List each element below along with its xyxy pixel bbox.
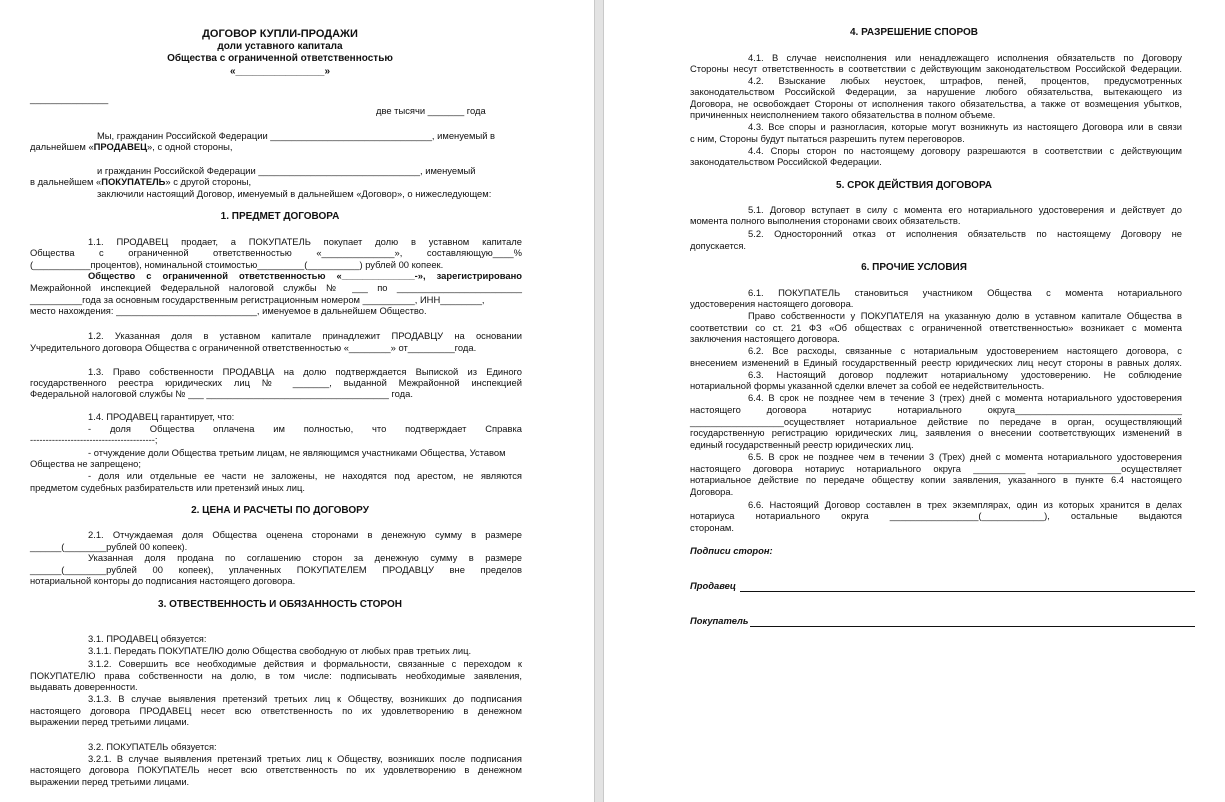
clause-6-4-line4: государственную регистрацию юридических лиц, заявления о внесении соответствующих изменений в (690, 427, 1182, 438)
clause-6-6-line1: 6.6. Настоящий Договор составлен в трех экземплярах, один из которых хранится в делах (748, 499, 1182, 510)
clause-1-4-line6: - доля или отдельные ее части не заложены, не находятся под арестом, не являются (88, 470, 522, 481)
buyer-signature-label: Покупатель (690, 615, 749, 626)
clause-6-3-line2: нотариальной формы указанной сделки влечет за собой ее недействительность. (690, 380, 1045, 391)
section-2-title: 2. ЦЕНА И РАСЧЕТЫ ПО ДОГОВОРУ (191, 505, 369, 516)
clause-1-4-line4: - отчуждение доли Общества третьим лицам, не являющимся участниками Общества, Уставом (88, 447, 506, 458)
clause-6-1-line3: Право собственности у ПОКУПАТЕЛЯ на указанную долю в уставном капитале Общества в (748, 310, 1182, 321)
clause-1-2-line2: Учредительного договора Общества с ограниченной ответственностью «________» от_________года. (30, 342, 477, 353)
clause-3-2-1-line1: 3.2.1. В случае выявления претензий третьих лиц к Обществу, возникших после подписания (88, 753, 522, 764)
clause-3-1-2-line2: ПОКУПАТЕЛЮ права собственности на долю, в том числе: подписывать необходимые заявления, (30, 670, 522, 681)
clause-6-1-line1: 6.1. ПОКУПАТЕЛЬ становиться участником Общества с момента нотариального (748, 287, 1182, 298)
section-1-title: 1. ПРЕДМЕТ ДОГОВОРА (220, 211, 340, 222)
clause-1-2-line1: 1.2. Указанная доля в уставном капитале принадлежит ПРОДАВЦУ на основании (88, 330, 522, 341)
clause-6-2-line1: 6.2. Все расходы, связанные с нотариальным удостоверением настоящего договора, с (748, 345, 1182, 356)
clause-5-1-line1: 5.1. Договор вступает в силу с момента его нотариального удостоверения и действует до (748, 204, 1182, 215)
clause-1-4-line3: ----------------------------------------; (30, 434, 158, 445)
seller-signature-line (740, 591, 1195, 592)
page-gap (594, 0, 604, 802)
section-4-title: 4. РАЗРЕШЕНИЕ СПОРОВ (849, 27, 979, 38)
intro-buyer-role: в дальнейшем «ПОКУПАТЕЛЬ» с другой стороны, (30, 176, 252, 187)
intro-buyer-line: и гражданин Российской Федерации _______________________________, именуемый (97, 165, 476, 176)
clause-1-1-line1: 1.1. ПРОДАВЕЦ продает, а ПОКУПАТЕЛЬ покупает долю в уставном капитале (88, 236, 522, 247)
seller-signature-label: Продавец (690, 580, 736, 591)
clause-3-1: 3.1. ПРОДАВЕЦ обязуется: (88, 633, 207, 644)
clause-3-1-3-line2: настоящего договора ПРОДАВЕЦ несет всю ответственность по их удовлетворению в денежном (30, 705, 522, 716)
clause-4-2-line1: 4.2. Взыскание любых неустоек, штрафов, пеней, процентов, предусмотренных (748, 75, 1182, 86)
city-blank: _______________ (30, 93, 109, 104)
clause-1-1-line4: Общество с ограниченной ответственностью «______________-», зарегистрировано (88, 270, 522, 281)
contract-subtitle: доли уставного капитала (217, 41, 343, 52)
clause-3-1-3-line3: выражении перед третьими лицами. (30, 716, 190, 727)
clause-6-4-line5: единый государственный реестр юридических лиц. (690, 439, 914, 450)
contract-title: ДОГОВОР КУПЛИ-ПРОДАЖИ (202, 28, 358, 40)
clause-1-1-line5: Межрайонной инспекцией Федеральной налоговой службы № ___ по ________________________ (30, 282, 522, 293)
clause-6-1-line2: удостоверения настоящего договора. (690, 298, 854, 309)
clause-6-5-line2: настоящего договора нотариус нотариального округа __________ ________________осуществляет (690, 463, 1182, 474)
clause-5-2-line2: допускается. (690, 240, 747, 251)
section-5-title: 5. СРОК ДЕЙСТВИЯ ДОГОВОРА (836, 180, 992, 191)
clause-4-2-line4: причиненных неисполнением такого обязательства в полном объеме. (690, 109, 996, 120)
intro-seller-role: дальнейшем «ПРОДАВЕЦ», с одной стороны, (30, 141, 233, 152)
clause-5-1-line2: момента полного выполнения сторонами своих обязательств. (690, 215, 961, 226)
contract-company-name: «________________» (229, 66, 331, 77)
clause-3-1-1: 3.1.1. Передать ПОКУПАТЕЛЮ долю Общества свободную от любых прав третьих лиц. (88, 645, 472, 656)
clause-1-1-line2: Общества с ограниченной ответственностью «______________», составляющую____% (30, 247, 522, 258)
clause-6-4-line1: 6.4. В срок не позднее чем в течение 3 (трех) дней с момента нотариального удостоверения (748, 392, 1182, 403)
clause-4-4-line2: законодательством Российской Федерации. (690, 156, 882, 167)
clause-1-1-line3: (___________процентов), номинальной стоимостью_________(__________) рублей 00 копеек. (30, 259, 444, 270)
clause-2-1-line2: ______(________рублей 00 копеек). (30, 541, 188, 552)
clause-6-5-line4: Договора. (690, 486, 734, 497)
clause-4-3-line1: 4.3. Все споры и разногласия, которые могут возникнуть из настоящего Договора или в связи (748, 121, 1182, 132)
clause-1-4-line7: предметом судебных разбирательств или претензий иных лиц. (30, 482, 305, 493)
clause-4-3-line2: с ним, Стороны будут пытаться разрешить путем переговоров. (690, 133, 965, 144)
clause-2-1-line4: ______(________рублей 00 копеек), уплаченных ПОКУПАТЕЛЕМ ПРОДАВЦУ вне пределов (30, 564, 522, 575)
clause-6-6-line2: нотариуса нотариального округа _________________(____________), остальные выдаются (690, 510, 1182, 521)
clause-5-2-line1: 5.2. Односторонний отказ от исполнения обязательств по настоящему Договору не (748, 228, 1182, 239)
clause-6-1-line4: соответствии со ст. 21 ФЗ «Об обществах с ограниченной ответственностью» возникает с момента (690, 322, 1182, 333)
clause-2-1-line1: 2.1. Отчуждаемая доля Общества оценена сторонами в денежную сумму в размере (88, 529, 522, 540)
clause-3-2-1-line2: настоящего договора ПОКУПАТЕЛЬ несет всю ответственность по их удовлетворению в денежном (30, 764, 522, 775)
clause-6-4-line3: __________________осуществляет нотариальное действие по передаче в орган, осуществляющий (690, 416, 1182, 427)
contract-company: Общества с ограниченной ответственностью (167, 53, 393, 64)
clause-4-2-line3: Договора, не освобождает Стороны от исполнения такого обязательства, а также от возмещения убытков, (690, 98, 1182, 109)
clause-4-4-line1: 4.4. Споры сторон по настоящему договору разрешаются в соответствии с действующим (748, 145, 1182, 156)
intro-seller-line: Мы, гражданин Российской Федерации _______________________________, именуемый в (97, 130, 496, 141)
clause-1-3-line1: 1.3. Право собственности ПРОДАВЦА на долю подтверждается Выпиской из Единого (88, 366, 522, 377)
clause-3-1-2-line3: выдавать доверенности. (30, 681, 138, 692)
clause-6-5-line3: нотариальное действие по передаче обществу копии заявления, указанного в пункте 6.4 настоящего (690, 474, 1182, 485)
intro-agreement: заключили настоящий Договор, именуемый в дальнейшем «Договор», о нижеследующем: (97, 188, 492, 199)
clause-4-1-line1: 4.1. В случае неисполнения или ненадлежащего исполнения обязательств по Договору (748, 52, 1182, 63)
clause-2-1-line5: нотариальной конторы до подписания настоящего договора. (30, 575, 296, 586)
document-page-right (604, 0, 1225, 802)
buyer-signature-line (750, 626, 1195, 627)
clause-6-5-line1: 6.5. В срок не позднее чем в течении 3 (Трех) дней с момента нотариального удостоверения (748, 451, 1182, 462)
document-page-left (0, 0, 594, 802)
clause-2-1-line3: Указанная доля продана по соглашению сторон за денежную сумму в размере (88, 552, 522, 563)
clause-6-3-line1: 6.3. Настоящий договор подлежит нотариальному удостоверению. Не соблюдение (748, 369, 1182, 380)
clause-4-2-line2: законодательством Российской Федерации, за нарушение любого обязательства, вытекающего из (690, 86, 1182, 97)
clause-3-1-3-line1: 3.1.3. В случае выявления претензий третьих лиц к Обществу, возникших до подписания (88, 693, 522, 704)
clause-1-4-line1: 1.4. ПРОДАВЕЦ гарантирует, что: (88, 411, 235, 422)
clause-1-1-line6: __________года за основным государственным регистрационным номером __________, ИНН________, (30, 294, 485, 305)
section-3-title: 3. ОТВЕСТВЕННОСТЬ И ОБЯЗАННОСТЬ СТОРОН (158, 599, 402, 610)
clause-4-1-line2: Стороны несут ответственность в соответствии с действующим законодательством Российской Федерации. (690, 63, 1182, 74)
section-6-title: 6. ПРОЧИЕ УСЛОВИЯ (861, 262, 967, 273)
clause-3-2: 3.2. ПОКУПАТЕЛЬ обязуется: (88, 741, 217, 752)
date-line: две тысячи _______ года (376, 105, 486, 116)
clause-1-4-line5: Общества не запрещено; (30, 458, 141, 469)
clause-1-3-line2: государственного реестра юридических лиц № _______, выданной Межрайонной инспекцией (30, 377, 522, 388)
clause-6-6-line3: сторонам. (690, 522, 734, 533)
clause-1-4-line2: - доля Общества оплачена им полностью, что подтверждает Справка (88, 423, 522, 434)
clause-1-1-line7: место нахождения: ___________________________, именуемое в дальнейшем Общество. (30, 305, 427, 316)
clause-1-3-line3: Федеральной налоговой службы № ___ ___________________________________ года. (30, 388, 413, 399)
signatures-title: Подписи сторон: (690, 545, 773, 556)
clause-3-2-1-line3: выражении перед третьими лицами. (30, 776, 190, 787)
clause-6-1-line5: заключения настоящего договора. (690, 333, 840, 344)
clause-6-2-line2: внесением изменений в Единый государственный реестр юридических лиц несут стороны в равных долях. (690, 357, 1182, 368)
clause-6-4-line2: настоящего договора нотариус нотариального округа________________________________ (690, 404, 1182, 415)
clause-3-1-2-line1: 3.1.2. Совершить все необходимые действия и формальности, связанные с переходом к (88, 658, 522, 669)
